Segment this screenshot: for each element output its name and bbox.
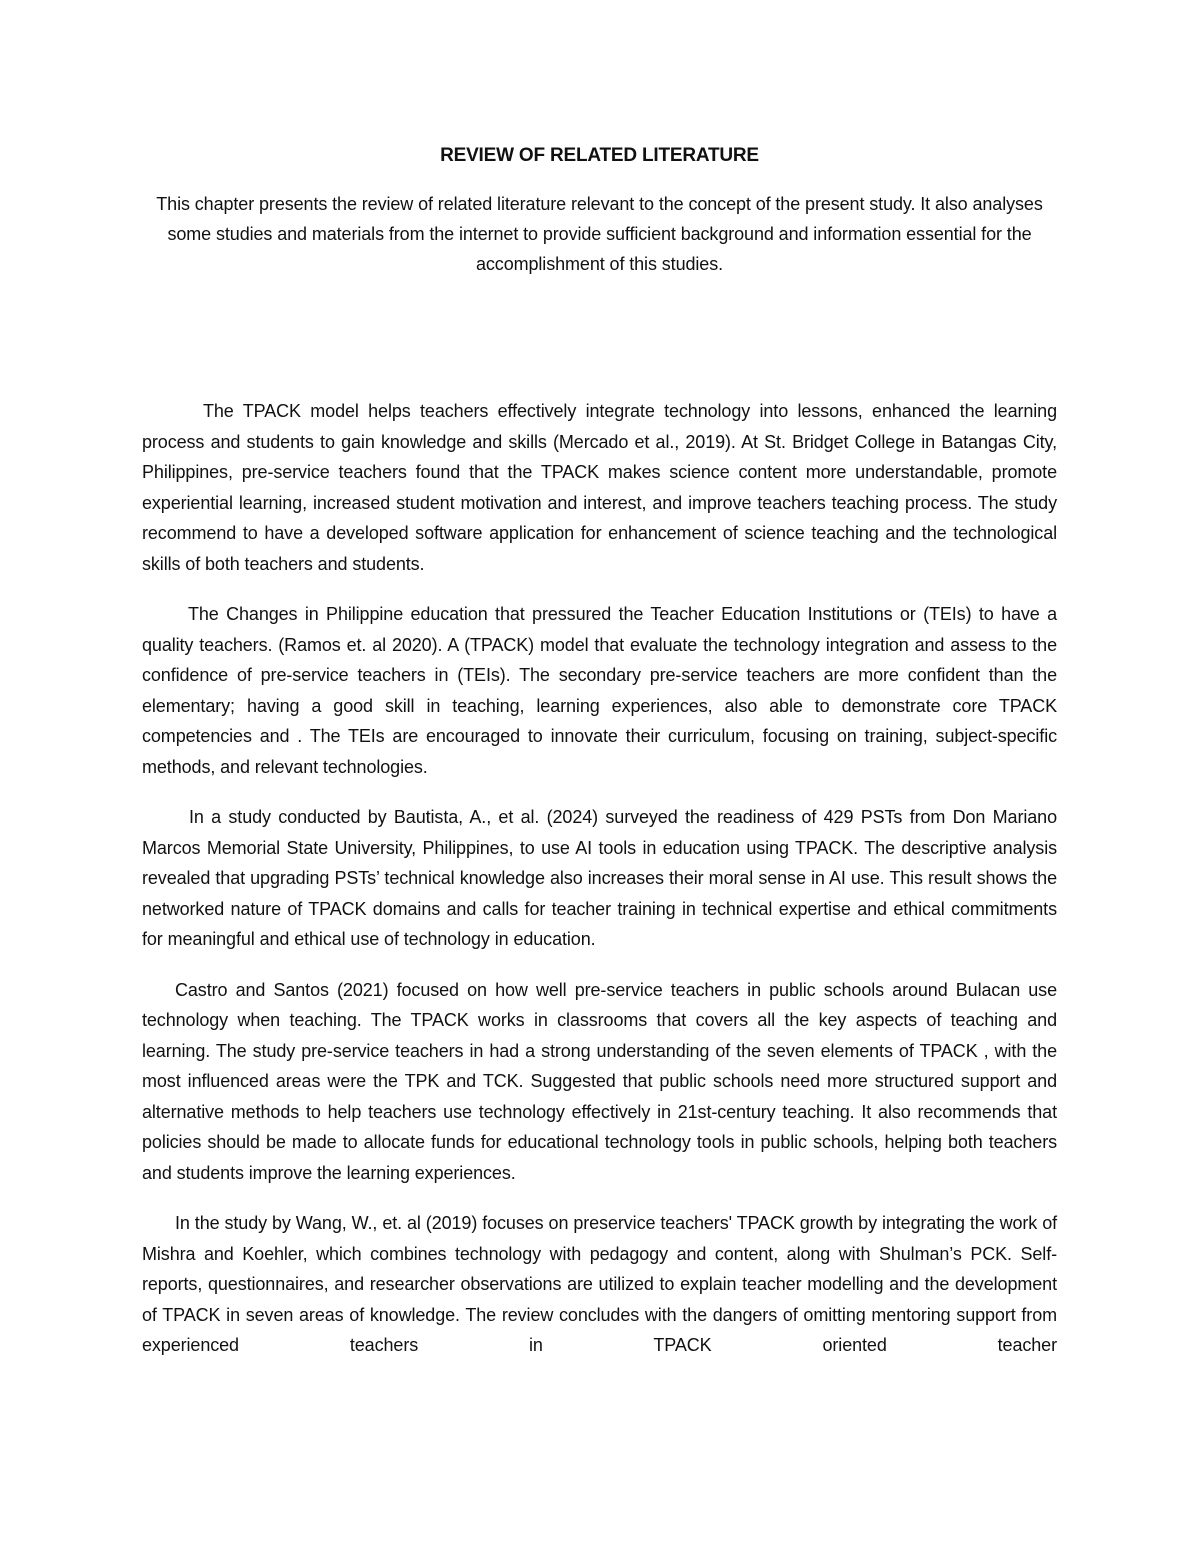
page-title: REVIEW OF RELATED LITERATURE (440, 145, 759, 166)
intro-paragraph: This chapter presents the review of related literature relevant to the concept of the present study. It also analyses some studies and materials from the internet to provide sufficient background and information essential for the accomplishment of this studies. (156, 194, 1043, 274)
paragraph-bautista-study: In a study conducted by Bautista, A., et al. (2024) surveyed the readiness of 429 PSTs from Don Mariano Marcos Memorial State University, Philippines, to use AI tools in education using TPACK. The descriptive analysis revealed that upgrading PSTs’ technical knowledge also increases their moral sense in AI use. This result shows the networked nature of TPACK domains and calls for teacher training in technical expertise and ethical commitments for meaningful and ethical use of technology in education. (142, 807, 1057, 949)
paragraph-tpack-model: The TPACK model helps teachers effectively integrate technology into lessons, enhanced the learning process and students to gain knowledge and skills (Mercado et al., 2019). At St. Bridget College in Batangas City, Philippines, pre-service teachers found that the TPACK makes science content more understandable, promote experiential learning, increased student motivation and interest, and improve teachers teaching process. The study recommend to have a developed software application for enhancement of science teaching and the technological skills of both teachers and students. (142, 401, 1057, 574)
document-content (142, 143, 1057, 1361)
paragraph-castro-santos: Castro and Santos (2021) focused on how well pre-service teachers in public schools around Bulacan use technology when teaching. The TPACK works in classrooms that covers all the key aspects of teaching and learning. The study pre-service teachers in had a strong understanding of the seven elements of TPACK , with the most influenced areas were the TPK and TCK. Suggested that public schools need more structured support and alternative methods to help teachers use technology effectively in 21st-century teaching. It also recommends that policies should be made to allocate funds for educational technology tools in public schools, helping both teachers and students improve the learning experiences. (142, 979, 1057, 1183)
paragraph-wang-study: In the study by Wang, W., et. al (2019) focuses on preservice teachers' TPACK growth by integrating the work of Mishra and Koehler, which combines technology with pedagogy and content, along with Shulman’s PCK. Self-reports, questionnaires, and researcher observations are utilized to explain teacher modelling and the development of TPACK in seven areas of knowledge. The review concludes with the dangers of omitting mentoring support from experienced teachers in TPACK oriented teacher (142, 1213, 1057, 1355)
paragraph-philippine-education: The Changes in Philippine education that pressured the Teacher Education Institutions or (TEIs) to have a quality teachers. (Ramos et. al 2020). A (TPACK) model that evaluate the technology integration and assess to the confidence of pre-service teachers in (TEIs). The secondary pre-service teachers are more confident than the elementary; having a good skill in teaching, learning experiences, also able to demonstrate core TPACK competencies and . The TEIs are encouraged to innovate their curriculum, focusing on training, subject-specific methods, and relevant technologies. (142, 604, 1057, 777)
